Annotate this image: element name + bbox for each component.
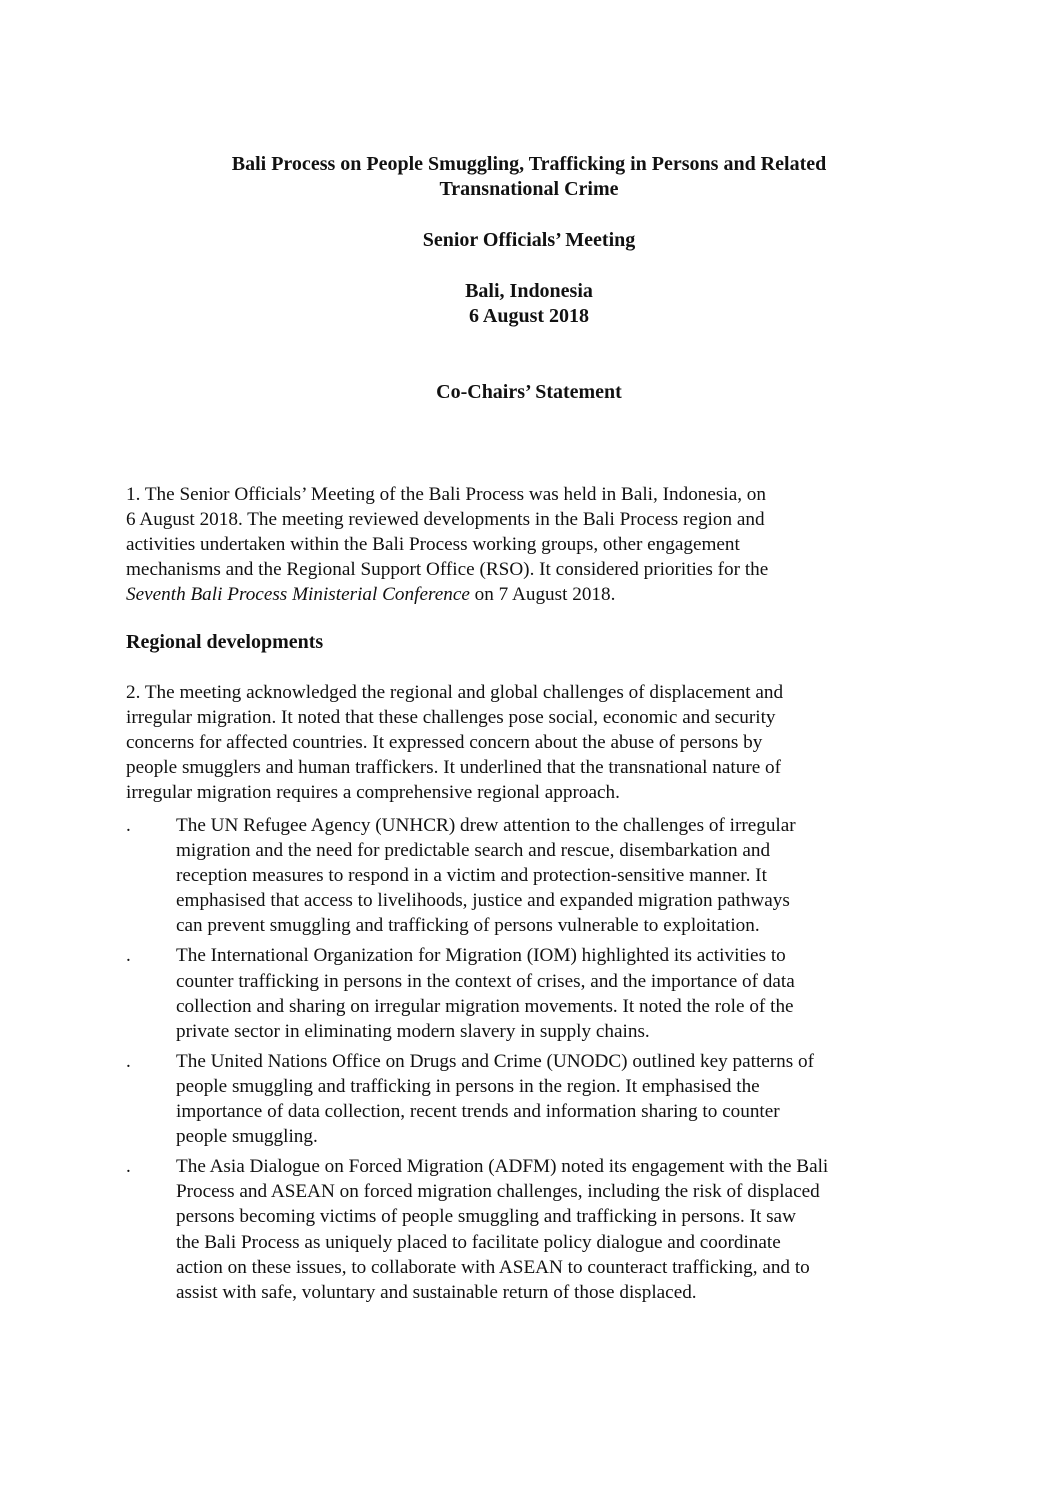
bullet-marker: .	[126, 945, 131, 967]
list-item	[126, 813, 926, 938]
conference-date-text: on 7 August 2018.	[469, 584, 616, 606]
bullet-line: Process and ASEAN on forced migration challenges, including the risk of displaced	[176, 1181, 820, 1203]
paragraph-1-line: 6 August 2018. The meeting reviewed developments in the Bali Process region and	[126, 509, 765, 531]
paragraph-1-line: activities undertaken within the Bali Process working groups, other engagement	[126, 534, 740, 556]
conference-name: Seventh Bali Process Ministerial Conference	[126, 584, 470, 606]
paragraph-1-line: 1. The Senior Officials’ Meeting of the Bali Process was held in Bali, Indonesia, on	[126, 484, 766, 505]
bullet-line: people smuggling and trafficking in persons in the region. It emphasised the	[176, 1075, 760, 1097]
bullet-line: counter trafficking in persons in the context of crises, and the importance of data	[176, 970, 795, 992]
location: Bali, Indonesia	[465, 280, 593, 302]
bullet-line: emphasised that access to livelihoods, justice and expanded migration pathways	[176, 890, 790, 912]
paragraph-2-line: irregular migration requires a comprehensive regional approach.	[126, 782, 620, 804]
date: 6 August 2018	[468, 305, 590, 327]
paragraph-1-line: mechanisms and the Regional Support Office (RSO). It considered priorities for the	[126, 559, 769, 581]
bullet-marker: .	[126, 1050, 131, 1072]
paragraph-2-line: irregular migration. It noted that these challenges pose social, economic and security	[126, 707, 776, 729]
bullet-list	[126, 813, 926, 1310]
paragraph-1	[126, 482, 926, 607]
bullet-line: The International Organization for Migration (IOM) highlighted its activities to	[176, 945, 786, 967]
paragraph-2-line: people smugglers and human traffickers. It underlined that the transnational nature of	[126, 757, 782, 779]
bullet-line: reception measures to respond in a victim and protection-sensitive manner. It	[176, 865, 767, 887]
bullet-line: can prevent smuggling and trafficking of persons vulnerable to exploitation.	[176, 915, 760, 937]
title-line-2: Transnational Crime	[439, 178, 619, 200]
bullet-line: private sector in eliminating modern slavery in supply chains.	[176, 1020, 650, 1042]
meeting-name: Senior Officials’ Meeting	[422, 229, 636, 251]
list-item	[126, 1154, 926, 1305]
bullet-line: The United Nations Office on Drugs and Crime (UNODC) outlined key patterns of	[176, 1050, 815, 1072]
title-line-1: Bali Process on People Smuggling, Trafficking in Persons and Related	[231, 153, 827, 175]
statement-heading: Co-Chairs’ Statement	[436, 381, 622, 403]
bullet-line: collection and sharing on irregular migration movements. It noted the role of the	[176, 995, 794, 1017]
meeting-location-date	[100, 279, 958, 329]
paragraph-2-line: 2. The meeting acknowledged the regional and global challenges of displacement and	[126, 682, 784, 703]
bullet-marker: .	[126, 1156, 131, 1178]
bullet-line: the Bali Process as uniquely placed to facilitate policy dialogue and coordinate	[176, 1231, 781, 1253]
paragraph-2-line: concerns for affected countries. It expressed concern about the abuse of persons by	[126, 732, 763, 754]
bullet-line: persons becoming victims of people smuggling and trafficking in persons. It saw	[176, 1206, 796, 1228]
bullet-line: The UN Refugee Agency (UNHCR) drew attention to the challenges of irregular	[176, 815, 796, 836]
bullet-line: people smuggling.	[176, 1126, 318, 1148]
document-title	[100, 152, 958, 202]
bullet-marker: .	[126, 815, 131, 836]
paragraph-2	[126, 680, 926, 805]
bullet-line: migration and the need for predictable search and rescue, disembarkation and	[176, 840, 771, 862]
paragraph-1-line	[126, 582, 926, 607]
bullet-line: action on these issues, to collaborate with ASEAN to counteract trafficking, and to	[176, 1256, 810, 1278]
list-item	[126, 943, 926, 1043]
section-heading-regional: Regional developments	[126, 631, 324, 653]
bullet-line: importance of data collection, recent trends and information sharing to counter	[176, 1101, 780, 1123]
list-item	[126, 1049, 926, 1149]
bullet-line: The Asia Dialogue on Forced Migration (ADFM) noted its engagement with the Bali	[176, 1156, 829, 1178]
bullet-line: assist with safe, voluntary and sustainable return of those displaced.	[176, 1281, 697, 1303]
